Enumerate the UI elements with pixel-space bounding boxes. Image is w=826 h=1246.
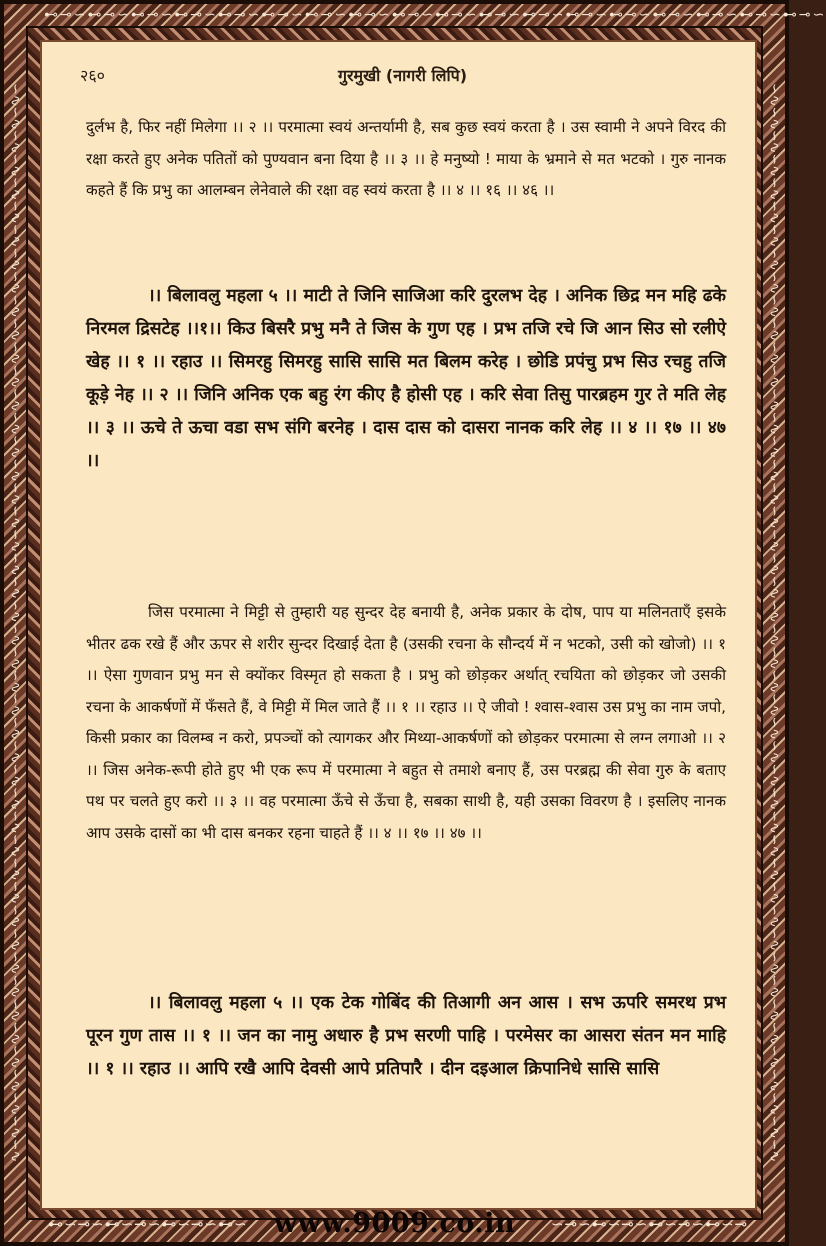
top-ornament: ⊷⊸∽⊷⊸∽⊷⊸∽⊷⊸∽⊷⊸∽⊷⊸∽⊷⊸∽⊷⊸∽⊷⊸∽⊷⊸∽⊷⊸∽⊷⊸∽⊷⊸∽⊷⊸∽⊷⊸∽⊷⊸∽⊷⊸∽⊷⊸∽: [44, 7, 826, 23]
paragraph-verse-1: ।। बिलावलु महला ५ ।। माटी ते जिनि साजिआ करि दुरलभ देह । अनिक छिद्र मन महि ढके निरमल द्रिसटेह ।।१।। किउ बिसरै प्रभु मनै ते जिस के गुण एह । प्रभ तजि रचे जि आन सिउ सो रलीऐ खेह ।। १ ।। रहाउ ।। सिमरहु सिमरहु सासि सासि मत बिलम करेह । छोडि प्रपंचु प्रभ सिउ रचहु तजि कूड़े नेह ।। २ ।। जिनि अनिक एक बहु रंग कीए है होसी एह । करि सेवा तिसु पारब्रहम गुर ते मति लेह ।। ३ ।। ऊचे ते ऊचा वडा सभ संगि बरनेह । दास दास को दासरा नानक करि लेह ।। ४ ।। १७ ।। ४७ ।।: [86, 286, 726, 471]
page-number: २६०: [80, 66, 105, 85]
footer-ornament-left: ⊷∽⊸∽⊷∽⊸∽⊷∽⊸∽⊷∽: [48, 1215, 248, 1233]
page-header: [80, 64, 725, 92]
paragraph-verse-2: ।। बिलावलु महला ५ ।। एक टेक गोबिंद की तिआगी अन आस । सभ ऊपरि समरथ प्रभ पूरन गुण तास ।। १ ।। जन का नामु अधारु है प्रभ सरणी पाहि । परमेसर का आसरा संतन मन माहि ।। १ ।। रहाउ ।। आपि रखै आपि देवसी आपे प्रतिपारै । दीन दइआल क्रिपानिधे सासि सासि: [86, 993, 726, 1079]
right-ornament: ∽∿∽∿∽∿∽∿∽∿∽∿∽∿∽∿∽∿∽∿∽∿∽∿∽∿∽∿∽∿∽∿∽∿∽∿∽∿∽∿∽∿∽∿∽∿∽∿∽∿∽∿∽∿∽∿∽∿∽∿∽∿∽∿∽∿∽∿∽∿∽∿∽∿∽∿∽∿∽∿∽∿∽∿∽∿∽∿∽∿∽∿: [766, 83, 782, 1163]
footer-ornament-right: ∽⊸∽⊷∽⊸∽⊷∽⊸∽⊷∽⊸: [551, 1215, 749, 1233]
page-paper: [40, 40, 757, 1210]
left-ornament: ∽∿∽∿∽∿∽∿∽∿∽∿∽∿∽∿∽∿∽∿∽∿∽∿∽∿∽∿∽∿∽∿∽∿∽∿∽∿∽∿∽∿∽∿∽∿∽∿∽∿∽∿∽∿∽∿∽∿∽∿∽∿∽∿∽∿∽∿∽∿∽∿∽∿∽∿∽∿∽∿∽∿∽∿∽∿∽∿∽∿∽∿: [7, 83, 23, 1163]
running-title: गुरमुखी (नागरी लिपि): [337, 66, 468, 85]
paragraph-translation: जिस परमात्मा ने मिट्टी से तुम्हारी यह सुन्दर देह बनायी है, अनेक प्रकार के दोष, पाप या मलिनताएँ इसके भीतर ढक रखे हैं और ऊपर से शरीर सुन्दर दिखाई देता है (उसकी रचना के सौन्दर्य में न भटको, उसी को खोजो) ।। १ ।। ऐसा गुणवान प्रभु मन से क्योंकर विस्मृत हो सकता है । प्रभु को छोड़कर अर्थात् रचयिता को छोड़कर जो उसकी रचना के आकर्षणों में फँसते हैं, वे मिट्टी में मिल जाते हैं ।। १ ।। रहाउ ।। ऐ जीवो ! श्वास-श्वास उस प्रभु का नाम जपो, किसी प्रकार का विलम्ब न करो, प्रपञ्चों को त्यागकर और मिथ्या-आकर्षणों को छोड़कर परमात्मा से लग्न लगाओ ।। २ ।। जिस अनेक-रूपी होते हुए भी एक रूप में परमात्मा ने बहुत से तमाशे बनाए हैं, उस परब्रह्म की सेवा गुरु के बताए पथ पर चलते हुए करो ।। ३ ।। वह परमात्मा ऊँचे से ऊँचा है, सबका साथी है, यही उसका विवरण है । इसलिए नानक आप उसके दासों का भी दास बनकर रहना चाहते हैं ।। ४ ।। १७ ।। ४७ ।।: [86, 603, 726, 842]
footer-website: www.9009.co.in: [273, 1208, 516, 1239]
paragraph-continuation: दुर्लभ है, फिर नहीं मिलेगा ।। २ ।। परमात्मा स्वयं अन्तर्यामी है, सब कुछ स्वयं करता है । उस स्वामी ने अपने विरद की रक्षा करते हुए अनेक पतितों को पुण्यवान बना दिया है ।। ३ ।। हे मनुष्यो ! माया के भ्रमाने से मत भटको । गुरु नानक कहते हैं कि प्रभु का आलम्बन लेनेवाले की रक्षा वह स्वयं करता है ।। ४ ।। १६ ।। ४६ ।।: [86, 118, 726, 199]
